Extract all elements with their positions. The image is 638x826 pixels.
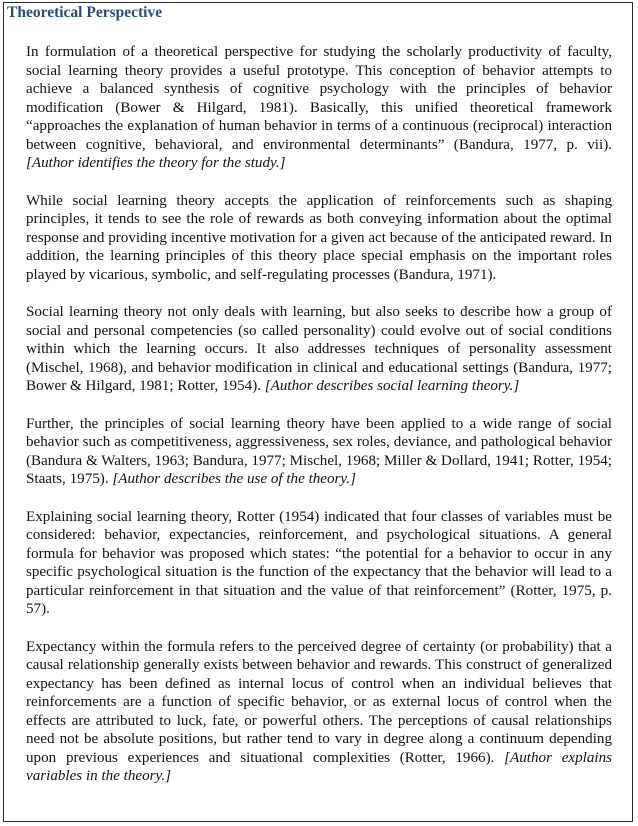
document-body xyxy=(26,43,612,805)
paragraph-6 xyxy=(26,638,612,786)
author-note: [Author identifies the theory for the study.] xyxy=(26,155,286,171)
paragraph-text: Expectancy within the formula refers to the perceived degree of certainty (or probability) that a causal relationship generally exists between behavior and rewards. This construct of generalized expectancy has been defined as internal locus of control when an individual believes that reinforcements are a function of specific behavior, or as external locus of control when the effects are attributed to luck, fate, or powerful others. The perceptions of causal relationships need not be absolute positions, but rather tend to vary in degree along a continuum depending upon previous experiences and situational complexities (Rotter, 1966). xyxy=(26,638,612,766)
author-note: [Author describes the use of the theory.] xyxy=(112,471,356,487)
paragraph-text: Explaining social learning theory, Rotter (1954) indicated that four classes of variables must be considered: behavior, expectancies, reinforcement, and psychological situations. A general formula for behavior was proposed which states: “the potential for a behavior to occur in any specific psychological situation is the function of the expectancy that the behavior will lead to a particular reinforcement in that situation and the value of that reinforcement” (Rotter, 1975, p. 57). xyxy=(26,508,612,617)
paragraph-text: While social learning theory accepts the application of reinforcements such as shaping principles, it tends to see the role of rewards as both conveying information about the optimal response and providing incentive motivation for a given act because of the anticipated reward. In addition, the learning principles of this theory place special emphasis on the important roles played by vicarious, symbolic, and self-regulating processes (Bandura, 1971). xyxy=(26,192,612,283)
paragraph-text: Social learning theory not only deals with learning, but also seeks to describe how a group of social and personal competencies (so called personality) could evolve out of social conditions within which the learning occurs. It also addresses techniques of personality assessment (Mischel, 1968), and behavior modification in clinical and educational settings (Bandura, 1977; Bower & Hilgard, 1981; Rotter, 1954). xyxy=(26,304,612,394)
author-note: [Author describes social learning theory.] xyxy=(264,378,520,394)
paragraph-3 xyxy=(26,303,612,396)
section-title: Theoretical Perspective xyxy=(7,4,163,21)
paragraph-5 xyxy=(26,508,612,619)
paragraph-text: Further, the principles of social learning theory have been applied to a wide range of social behavior such as competitiveness, aggressiveness, sex roles, deviance, and pathological behavior (Bandura & Walters, 1963; Bandura, 1977; Mischel, 1968; Miller & Dollard, 1941; Rotter, 1954; Staats, 1975). xyxy=(26,415,612,487)
author-note: [Author explains variables in the theory.] xyxy=(26,749,612,784)
paragraph-text: In formulation of a theoretical perspective for studying the scholarly productivity of faculty, social learning theory provides a useful prototype. This conception of behavior attempts to achieve a balanced synthesis of cognitive psychology with the principles of behavior modification (Bower & Hilgard, 1981). Basically, this unified theoretical framework “approaches the explanation of human behavior in terms of a continuous (reciprocal) interaction between cognitive, behavioral, and environmental determinants” (Bandura, 1977, p. vii). xyxy=(26,44,612,153)
paragraph-1 xyxy=(26,43,612,173)
paragraph-2 xyxy=(26,192,612,285)
paragraph-4 xyxy=(26,415,612,489)
